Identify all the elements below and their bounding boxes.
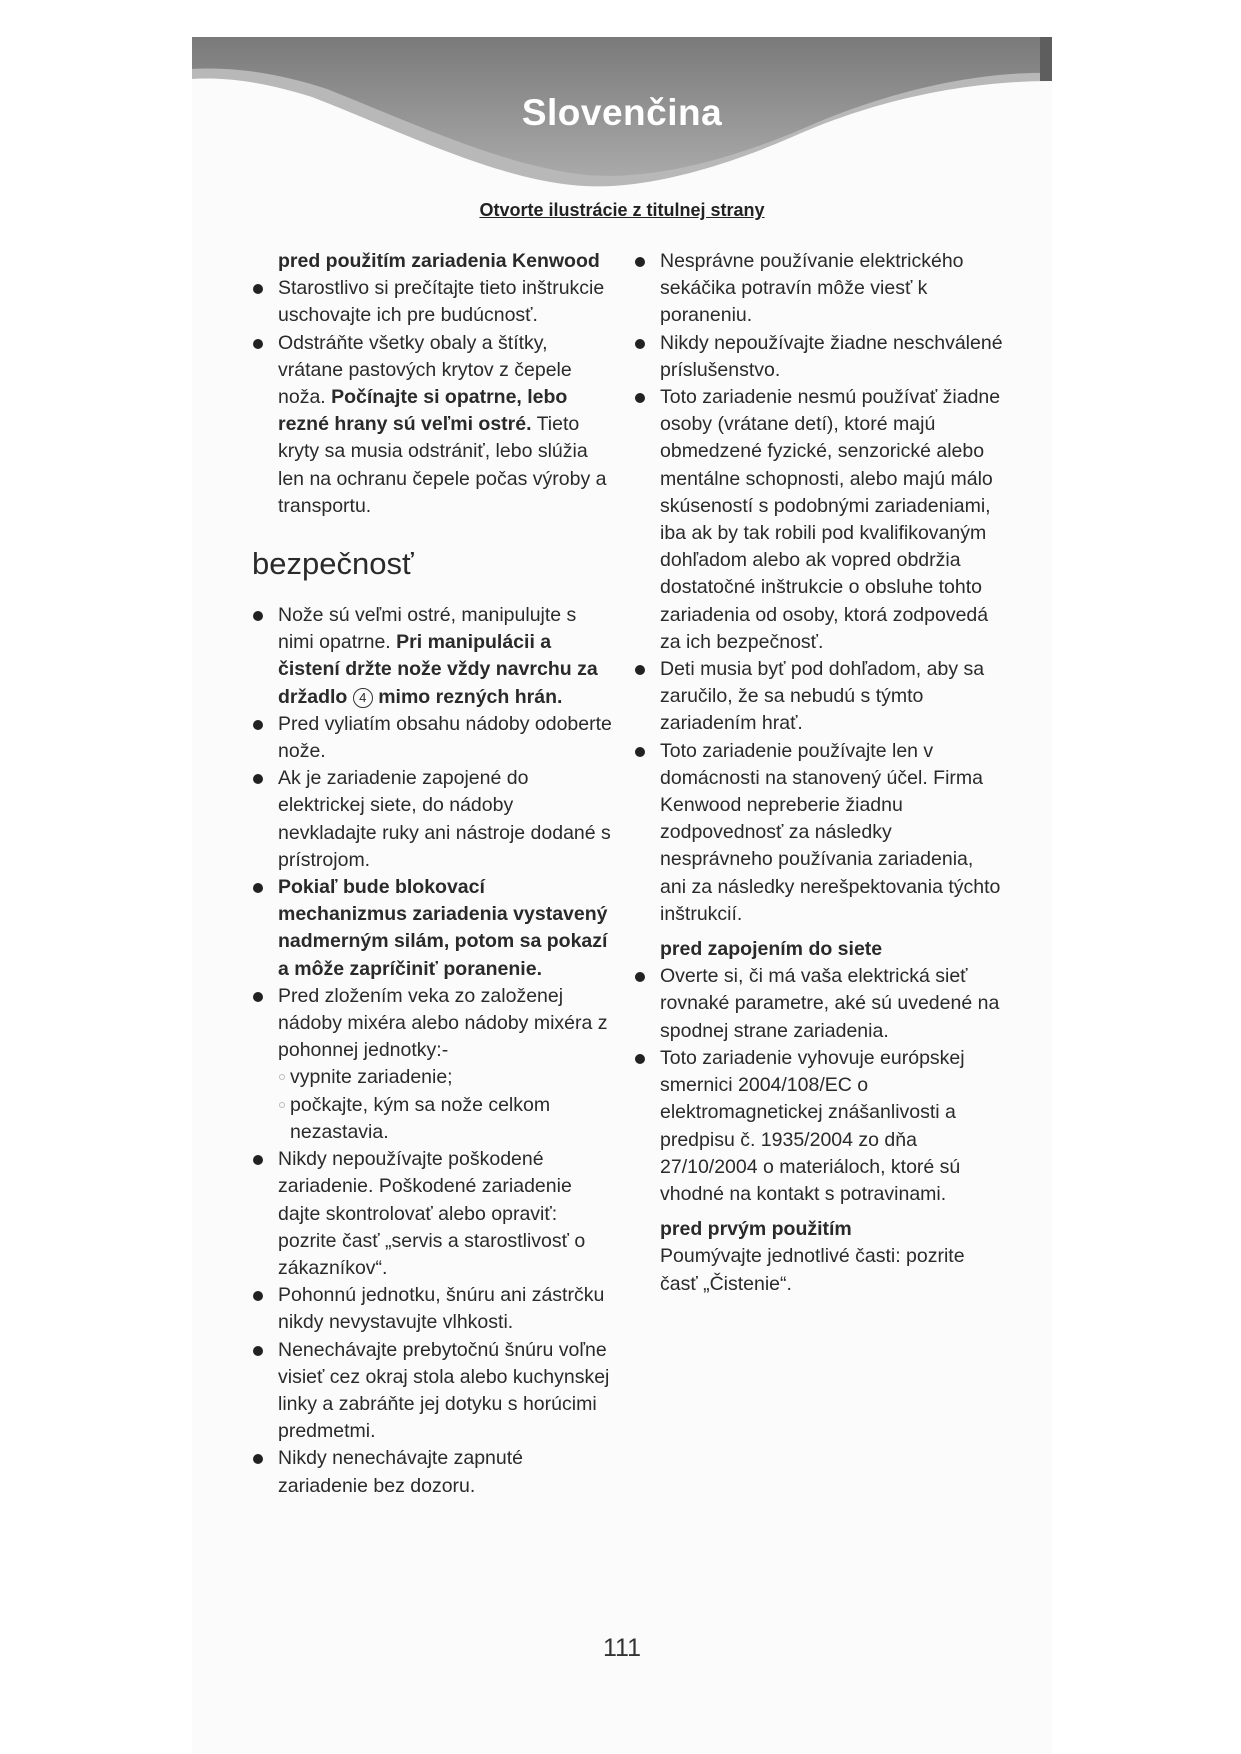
list-item: Deti musia byť pod dohľadom, aby sa zaručilo, že sa nebudú s týmto zariadením hrať. (634, 656, 1004, 738)
list-item: Toto zariadenie nesmú používať žiadne osoby (vrátane detí), ktoré majú obmedzené fyzické, senzorické alebo mentálne schopnosti, alebo majú málo skúseností s podobnými zariadeniami, iba ak by tak robili pod kvalifikovaným dohľadom alebo ak vopred obdržia dostatočné inštrukcie o obsluhe tohto zariadenia od osoby, ktorá zodpovedá za ich bezpečnosť. (634, 384, 1004, 656)
list-item: Nikdy nepoužívajte poškodené zariadenie. Poškodené zariadenie dajte skontrolovať alebo opraviť: pozrite časť „servis a starostlivosť o zákazníkov“. (252, 1146, 612, 1282)
heading-before-first-use: pred prvým použitím (660, 1218, 852, 1241)
list-item: Overte si, či má vaša elektrická sieť rovnaké parametre, aké sú uvedené na spodnej strane zariadenia. (634, 963, 1004, 1045)
heading-before-connecting: pred zapojením do siete (660, 938, 883, 961)
sub-list-item: vypnite zariadenie; (278, 1064, 612, 1091)
sub-list-item: počkajte, kým sa nože celkom nezastavia. (278, 1092, 612, 1146)
list-item: Nesprávne používanie elektrického sekáčika potravín môže viesť k poraneniu. (634, 248, 1004, 330)
list-item: Toto zariadenie vyhovuje európskej smernici 2004/108/EC o elektromagnetickej znášanlivosti a predpisu č. 1935/2004 zo dňa 27/10/2004 o materiáloch, ktoré sú vhodné na kontakt s potravinami. (634, 1045, 1004, 1208)
intro-items (252, 275, 612, 520)
header-edge-marker (1040, 37, 1052, 81)
usage-list (634, 248, 1004, 928)
page-title: Slovenčina (521, 92, 723, 133)
sub-list (278, 1064, 612, 1146)
list-item: Starostlivo si prečítajte tieto inštrukcie uschovajte ich pre budúcnosť. (252, 275, 612, 329)
right-column (634, 248, 1004, 1298)
list-item: Nenechávajte prebytočnú šnúru voľne visieť cez okraj stola alebo kuchynskej linky a zabráňte jej dotyku s horúcimi predmetmi. (252, 1337, 612, 1446)
list-item: Ak je zariadenie zapojené do elektrickej siete, do nádoby nevkladajte ruky ani nástroje dodané s prístrojom. (252, 765, 612, 874)
list-item: Pred zložením veka zo založenej nádoby mixéra alebo nádoby mixéra z pohonnej jednotky:- vypnite zariadenie; počkajte, kým sa nože celkom nezastavia. (252, 983, 612, 1146)
section-title-safety: bezpečnosť (252, 546, 414, 582)
part-number-badge: 4 (353, 688, 373, 708)
list-item: Pred vyliatím obsahu nádoby odoberte nože. (252, 711, 612, 765)
illustrations-link[interactable]: Otvorte ilustrácie z titulnej strany (479, 200, 765, 220)
list-item: Pohonnú jednotku, šnúru ani zástrčku nikdy nevystavujte vlhkosti. (252, 1282, 612, 1336)
list-item: Nikdy nenechávajte zapnuté zariadenie bez dozoru. (252, 1445, 612, 1499)
list-item: Nože sú veľmi ostré, manipulujte s nimi opatrne. Pri manipulácii a čistení držte nože vždy navrchu za držadlo 4 mimo rezných hrán. (252, 602, 612, 711)
list-item: Odstráňte všetky obaly a štítky, vrátane pastových krytov z čepele noža. Počínajte si opatrne, lebo rezné hrany sú veľmi ostré. Tieto kryty sa musia odstrániť, lebo slúžia len na ochranu čepele počas výroby a transportu. (252, 330, 612, 520)
first-use-text: Poumývajte jednotlivé časti: pozrite časť „Čistenie“. (660, 1245, 965, 1295)
list-item: Pokiaľ bude blokovací mechanizmus zariadenia vystavený nadmerným silám, potom sa pokazí a môže zapríčiniť poranenie. (252, 874, 612, 983)
left-column (252, 248, 612, 1500)
intro-heading-row (252, 248, 612, 275)
page-number: 111 (602, 1634, 641, 1662)
safety-list (252, 602, 612, 1500)
connect-list (634, 963, 1004, 1208)
intro-heading: pred použitím zariadenia Kenwood (278, 250, 600, 272)
list-item: Nikdy nepoužívajte žiadne neschválené príslušenstvo. (634, 330, 1004, 384)
intro-list (252, 248, 612, 275)
list-item: Toto zariadenie používajte len v domácnosti na stanovený účel. Firma Kenwood nepreberie žiadnu zodpovednosť za následky nesprávneho používania zariadenia, ani za následky nerešpektovania týchto inštrukcií. (634, 738, 1004, 928)
